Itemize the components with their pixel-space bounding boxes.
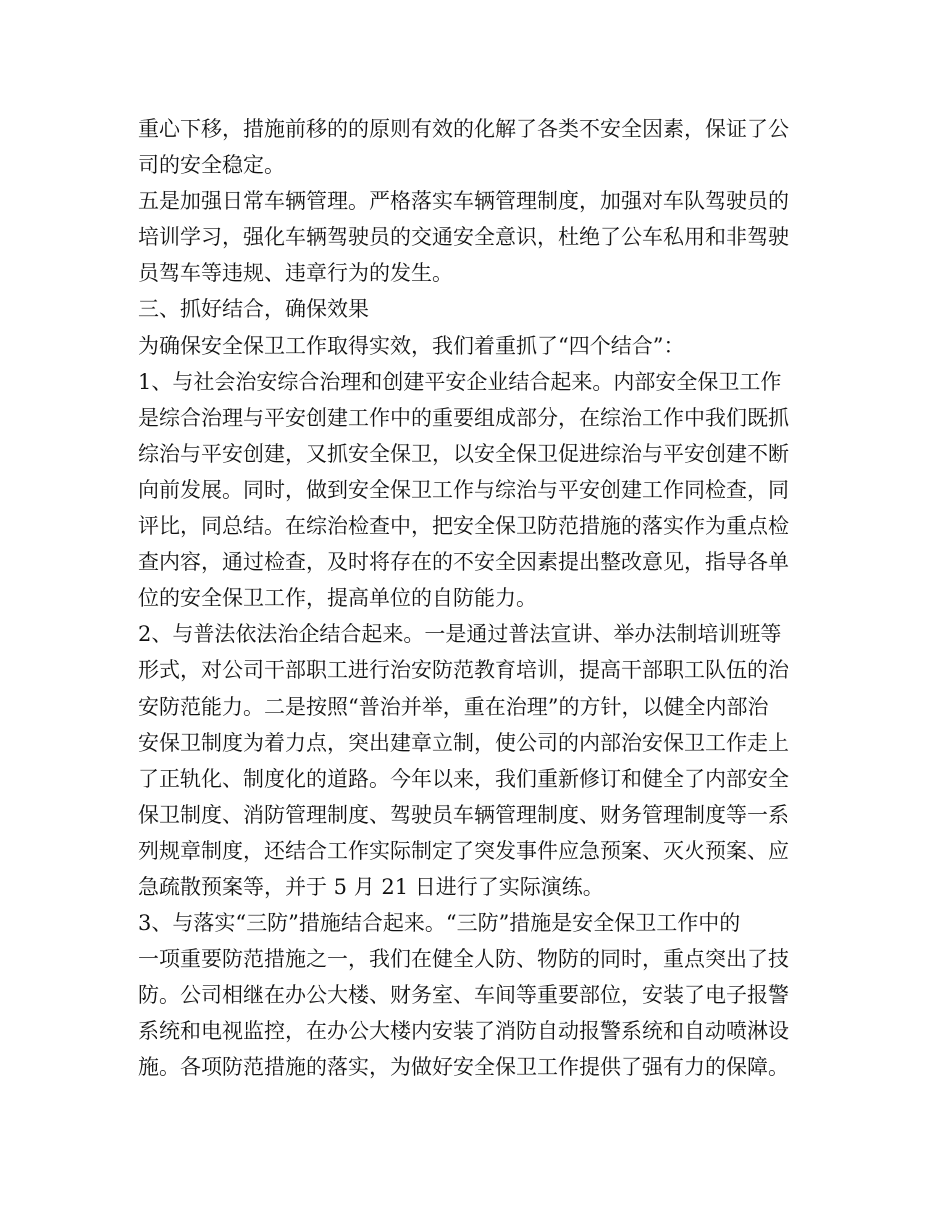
text-line: 位的安全保卫工作，提高单位的自防能力。 [138, 586, 537, 611]
text-line: 了正轨化、制度化的道路。今年以来，我们重新修订和健全了内部安全 [138, 766, 789, 791]
text-line: 司的安全稳定。 [138, 153, 285, 178]
text-line: 综治与平安创建，又抓安全保卫，以安全保卫促进综治与平安创建不断 [138, 441, 789, 466]
text-line: 为确保安全保卫工作取得实效，我们着重抓了“四个结合”： [138, 333, 685, 358]
text-line: 防。公司相继在办公大楼、财务室、车间等重要部位，安装了电子报警 [138, 983, 789, 1008]
text-line: 2、与普法依法治企结合起来。一是通过普法宣讲、举办法制培训班等 [138, 622, 782, 647]
text-line: 安保卫制度为着力点，突出建章立制，使公司的内部治安保卫工作走上 [138, 730, 789, 755]
text-line: 向前发展。同时，做到安全保卫工作与综治与平安创建工作同检查，同 [138, 477, 789, 502]
text-line: 一项重要防范措施之一，我们在健全人防、物防的同时，重点突出了技 [138, 947, 789, 972]
text-line: 培训学习，强化车辆驾驶员的交通安全意识，杜绝了公车私用和非驾驶 [138, 225, 789, 250]
document-body [138, 111, 818, 1086]
text-line: 急疏散预案等，并于 5 月 21 日进行了实际演练。 [138, 874, 604, 899]
text-line: 重心下移，措施前移的的原则有效的化解了各类不安全因素，保证了公 [138, 117, 789, 141]
text-line: 列规章制度，还结合工作实际制定了突发事件应急预案、灭火预案、应 [138, 838, 789, 863]
text-line: 保卫制度、消防管理制度、驾驶员车辆管理制度、财务管理制度等一系 [138, 802, 789, 827]
text-line: 员驾车等违规、违章行为的发生。 [138, 261, 453, 286]
text-line: 评比，同总结。在综治检查中，把安全保卫防范措施的落实作为重点检 [138, 514, 789, 539]
text-line: 安防范能力。二是按照“普治并举，重在治理”的方针，以健全内部治 [138, 694, 769, 719]
text-line: 系统和电视监控，在办公大楼内安装了消防自动报警系统和自动喷淋设 [138, 1019, 789, 1044]
text-line: 3、与落实“三防”措施结合起来。“三防”措施是安全保卫工作中的 [138, 911, 741, 936]
text-line: 1、与社会治安综合治理和创建平安企业结合起来。内部安全保卫工作 [138, 369, 782, 394]
section-heading: 三、抓好结合，确保效果 [138, 297, 369, 322]
text-line: 查内容，通过检查，及时将存在的不安全因素提出整改意见，指导各单 [138, 550, 789, 575]
text-line: 是综合治理与平安创建工作中的重要组成部分，在综治工作中我们既抓 [138, 405, 789, 430]
text-line: 形式，对公司干部职工进行治安防范教育培训，提高干部职工队伍的治 [138, 658, 789, 683]
text-line: 施。各项防范措施的落实，为做好安全保卫工作提供了强有力的保障。 [138, 1055, 789, 1080]
text-line: 五是加强日常车辆管理。严格落实车辆管理制度，加强对车队驾驶员的 [138, 189, 789, 214]
